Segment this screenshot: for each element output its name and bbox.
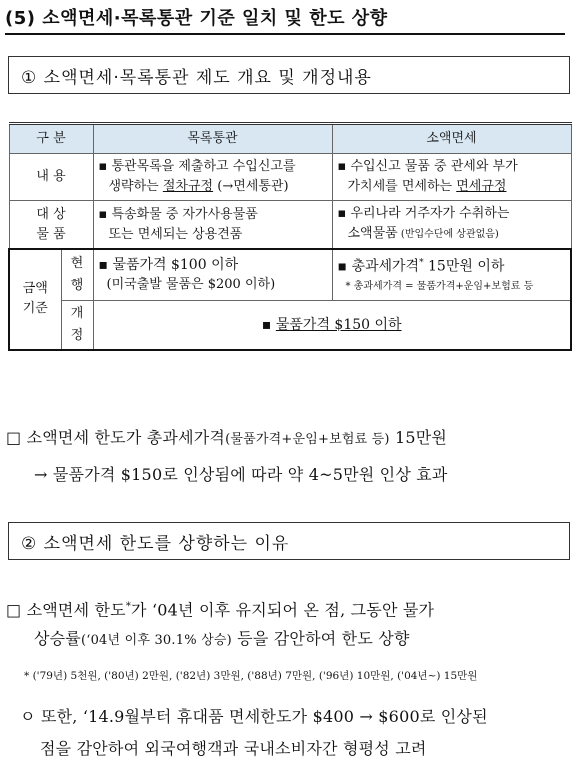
- para1-line2: → 물품가격 $150로 인상됨에 따라 약 4~5만원 인상 효과: [34, 465, 448, 484]
- table-row: [9, 201, 571, 250]
- content-small-exemption: ▪ 수입신고 물품 중 관세와 부가 가치세를 면세하는 면세규정: [332, 154, 571, 201]
- target-small-exemption: ▪ 우리나라 거주자가 수취하는 소액물품 (반입수단에 상관없음): [332, 201, 571, 250]
- table-row: [9, 249, 571, 300]
- para3-line1: ㅇ 또한, ‘14.9월부터 휴대품 면세한도가 $400 → $600로 인상된: [20, 707, 488, 726]
- table-header-row: [9, 124, 571, 154]
- row-label-amount: 금액 기준: [9, 249, 61, 350]
- content-list-clearance: ▪ 통관목록을 제출하고 수입신고를 생략하는 절차규정 (→면세통관): [93, 154, 332, 201]
- section1-heading: ① 소액면세·목록통관 제도 개요 및 개정내용: [8, 56, 570, 94]
- row-label-content: 내 용: [9, 154, 93, 201]
- label-current: 현 행: [61, 249, 93, 300]
- revised-value: ▪ 물품가격 $150 이하: [93, 300, 571, 350]
- header-category: 구 분: [9, 124, 93, 154]
- page-title: (5) 소액면세·목록통관 기준 일치 및 한도 상향: [5, 4, 565, 35]
- exemption-rule-text: 면세규정: [456, 179, 507, 194]
- para3-line2: 점을 감안하여 외국여행객과 국내소비자간 형평성 고려: [40, 739, 427, 758]
- target-list-clearance: ▪ 특송화물 중 자가사용물품 또는 면세되는 상용견품: [93, 201, 332, 250]
- procedure-rule-text: 절차규정: [162, 179, 214, 194]
- current-small-exemption: ▪ 총과세가격* 15만원 이하 * 총과세가격 = 물품가격+운임+보험료 등: [332, 249, 571, 300]
- table-row: [9, 154, 571, 201]
- para2-line1: □ 소액면세 한도*가 ‘04년 이후 유지되어 온 점, 그동안 물가: [6, 600, 435, 620]
- para1-line1: □ 소액면세 한도가 총과세가격(물품가격+운임+보험료 등) 15만원: [6, 428, 448, 447]
- row-label-target: 대 상 물 품: [9, 201, 93, 250]
- label-revised: 개 정: [61, 300, 93, 350]
- comparison-table: [8, 122, 572, 351]
- header-small-exemption: 소액면세: [332, 124, 571, 154]
- current-list-clearance: ▪ 물품가격 $100 이하 (미국출발 물품은 $200 이하): [93, 249, 332, 300]
- para2-footnote: * ('79년) 5천원, ('80년) 2만원, ('82년) 3만원, ('88년) 7만원, ('96년) 10만원, ('04년~) 15만원: [24, 670, 478, 682]
- section2-heading: ② 소액면세 한도를 상향하는 이유: [8, 522, 570, 560]
- para2-line2: 상승률(‘04년 이후 30.1% 상승) 등을 감안하여 한도 상향: [34, 629, 410, 648]
- header-list-clearance: 목록통관: [93, 124, 332, 154]
- table-row: [9, 300, 571, 350]
